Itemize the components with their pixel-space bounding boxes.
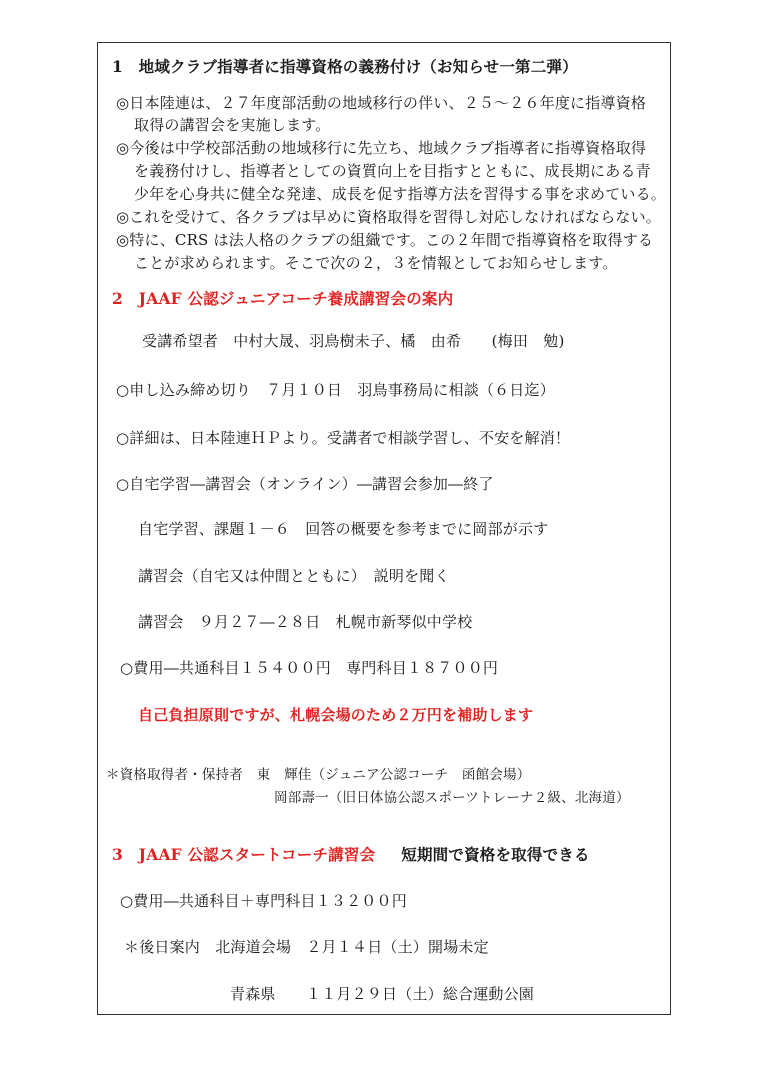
applicants-line: 受講希望者 中村大晟、羽鳥樹未子、橘 由希 (梅田 勉)	[142, 332, 565, 350]
section-1-paragraph-4-line-1: ◎特に、CRS は法人格のクラブの組織です。この２年間で指導資格を取得する	[116, 231, 654, 249]
section-1-paragraph-2-line-1: ◎今後は中学校部活動の地域移行に先立ち、地域クラブ指導者に指導資格取得	[116, 139, 647, 157]
section-1-paragraph-2-line-3: 少年を心身共に健全な発達、成長を促す指導方法を習得する事を求めている。	[134, 185, 667, 203]
section-1-paragraph-4-line-2: ことが求められます。そこで次の２，３を情報としてお知らせします。	[134, 254, 618, 272]
start-coach-fee-line: ○費用―共通科目＋専門科目１３２００円	[120, 892, 407, 910]
qualification-holders-line-2: 岡部壽一（旧日体協公認スポーツトレーナ２級、北海道）	[274, 790, 630, 806]
section-1-paragraph-2-line-2: を義務付けし、指導者としての資質向上を目指すとともに、成長期にある青	[134, 162, 651, 180]
section-3-heading	[112, 846, 590, 864]
aomori-line: 青森県 １１月２９日（土）総合運動公園	[230, 985, 535, 1003]
hokkaido-notice-line: ＊後日案内 北海道会場 ２月１４日（土）開場未定	[124, 938, 489, 956]
details-line: ○詳細は、日本陸連ＨＰより。受講者で相談学習し、不安を解消！	[116, 429, 571, 447]
section-1-paragraph-1-line-1: ◎日本陸連は、２７年度部活動の地域移行の伴い、２５～２６年度に指導資格	[116, 94, 647, 112]
online-course-line: 講習会（自宅又は仲間とともに） 説明を聞く	[138, 567, 450, 585]
deadline-line: ○申し込み締め切り ７月１０日 羽鳥事務局に相談（６日迄）	[116, 381, 555, 399]
subsidy-line: 自己負担原則ですが、札幌会場のため２万円を補助します	[138, 706, 534, 724]
section-1-paragraph-1-line-2: 取得の講習会を実施します。	[134, 116, 331, 134]
section-2-heading: 2 JAAF 公認ジュニアコーチ養成講習会の案内	[112, 289, 454, 308]
section-3-heading-title: 3 JAAF 公認スタートコーチ講習会	[112, 845, 376, 864]
section-1-heading: 1 地域クラブ指導者に指導資格の義務付け（お知らせ一第二弾）	[112, 57, 578, 76]
venue-line: 講習会 ９月２７―２８日 札幌市新琴似中学校	[138, 613, 473, 631]
flow-line: ○自宅学習―講習会（オンライン）―講習会参加―終了	[116, 475, 494, 493]
qualification-holders-line-1: ＊資格取得者・保持者 東 輝佳（ジュニア公認コーチ 函館会場）	[106, 767, 531, 783]
section-3-heading-note: 短期間で資格を取得できる	[401, 845, 590, 864]
fee-line: ○費用―共通科目１５４００円 専門科目１８７００円	[120, 659, 499, 677]
section-1-paragraph-3: ◎これを受けて、各クラブは早めに資格取得を習得し対応しなければならない。	[116, 208, 661, 226]
self-study-line: 自宅学習、課題１－６ 回答の概要を参考までに岡部が示す	[138, 520, 549, 538]
